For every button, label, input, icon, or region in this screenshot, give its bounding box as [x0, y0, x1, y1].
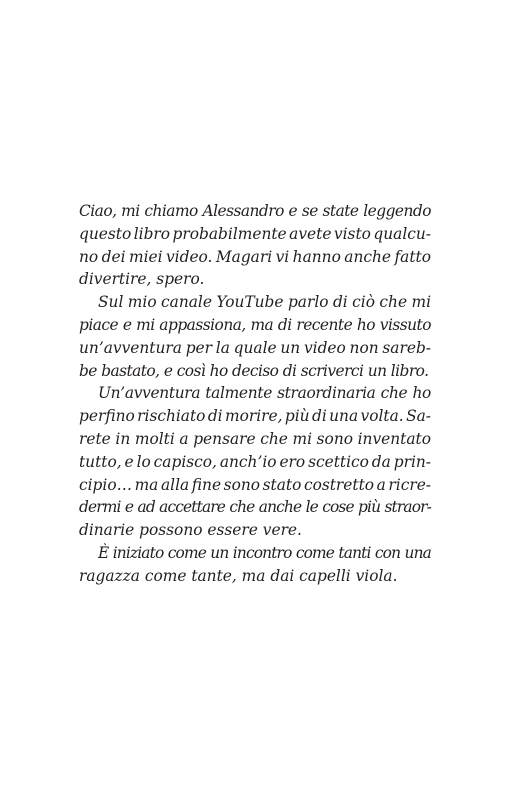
text-line: perfino rischiato di morire, più di una volta. Sa- — [79, 407, 431, 426]
text-line: cipio… ma alla fine sono stato costretto a ricre- — [79, 475, 431, 494]
text-line: piace e mi appassiona, ma di recente ho vissuto — [79, 315, 431, 334]
text-line: Un’avventura talmente straordinaria che ho — [98, 384, 431, 403]
text-line: rete in molti a pensare che mi sono inventato — [79, 429, 431, 448]
text-line: Ciao, mi chiamo Alessandro e se state leggendo — [79, 202, 431, 220]
text-line: ragazza come tante, ma dai capelli viola. — [79, 566, 398, 585]
text-line: dinarie possono essere vere. — [79, 521, 302, 540]
text-line: Sul mio canale YouTube parlo di ciò che mi — [98, 293, 431, 312]
text-line: dermi e ad accettare che anche le cose più straor- — [79, 498, 431, 517]
text-line: È iniziato come un incontro come tanti con una — [98, 543, 431, 562]
text-line: tutto, e lo capisco, anch’io ero scettico da prin- — [79, 452, 431, 471]
text-line: be bastato, e così ho deciso di scriverci un libro. — [79, 361, 429, 380]
paragraph-2 — [79, 291, 431, 382]
text-line: questo libro probabilmente avete visto qualcu- — [79, 224, 431, 243]
paragraph-1 — [79, 200, 431, 291]
book-text — [79, 200, 431, 588]
paragraph-3 — [79, 382, 431, 542]
text-line: no dei miei video. Magari vi hanno anche fatto — [79, 247, 431, 266]
text-line: un’avventura per la quale un video non sareb- — [79, 338, 431, 357]
paragraph-4 — [79, 542, 431, 588]
text-line: divertire, spero. — [79, 270, 205, 289]
